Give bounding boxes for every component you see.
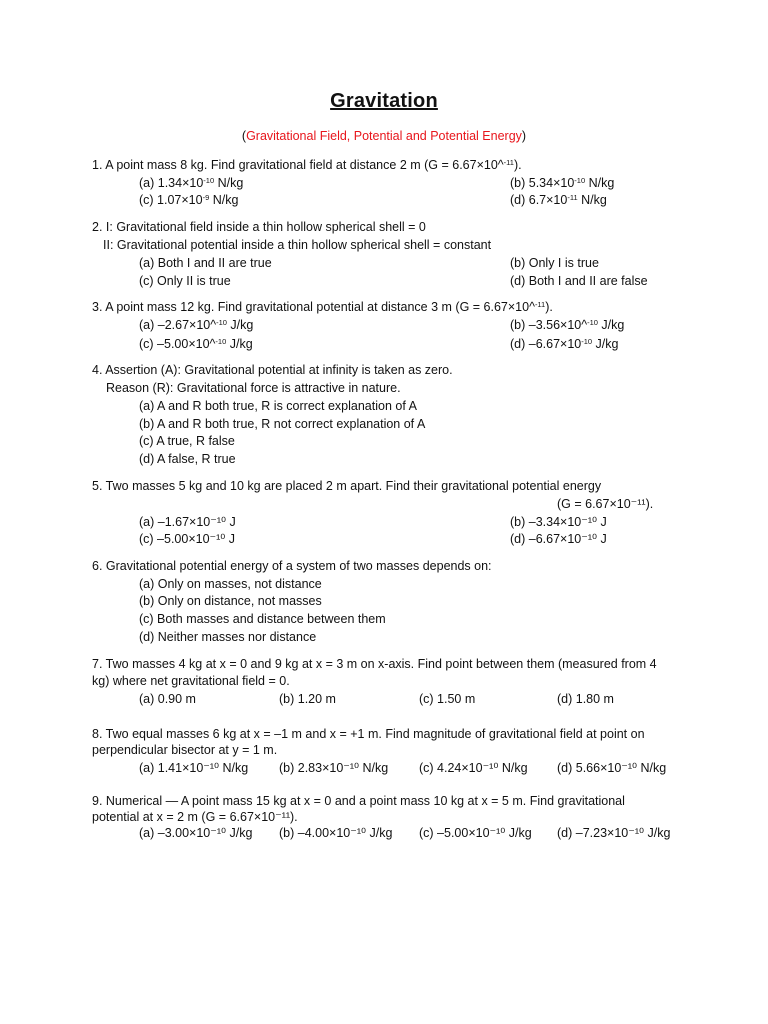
q3-question: 3. A point mass 12 kg. Find gravitational potential at distance 3 m (G = 6.67×10^$^{-11}$). — [92, 300, 553, 314]
q3-option-a: (a) –2.67×10^$^{-10}$ J/kg — [139, 318, 254, 332]
q6-option-a: (a) Only on masses, not distance — [139, 577, 322, 591]
q2-option-b: (b) Only I is true — [510, 256, 599, 270]
q9-option-d: (d) –7.23×10⁻¹⁰ J/kg — [557, 826, 671, 840]
q1-option-b: (b) $5.34\times 10^{-10}$ N/kg — [510, 176, 615, 190]
q2-statement-2: II: Gravitational potential inside a thin hollow spherical shell = constant — [103, 238, 492, 252]
q8-option-c: (c) 4.24×10⁻¹⁰ N/kg — [419, 761, 528, 775]
q9-option-b: (b) –4.00×10⁻¹⁰ J/kg — [279, 826, 393, 840]
q4-reason: Reason (R): Gravitational force is attractive in nature. — [106, 381, 401, 395]
q4-option-b: (b) A and R both true, R not correct explanation of A — [139, 417, 426, 431]
page-title: Gravitation — [330, 90, 438, 112]
q7-question-line-2: kg) where net gravitational field = 0. — [92, 674, 290, 688]
q5-option-d: (d) –6.67×10⁻¹⁰ J — [510, 532, 607, 546]
subtitle-text: Gravitational Field, Potential and Potential Energy — [246, 129, 522, 143]
q1-option-c: (c) $1.07\times 10^{-9}$ N/kg — [139, 193, 239, 207]
q3-option-c: (c) –5.00×10^$^{-10}$ J/kg — [139, 337, 253, 351]
q2-statement-1: 2. I: Gravitational field inside a thin hollow spherical shell = 0 — [92, 220, 426, 234]
q4-assertion: 4. Assertion (A): Gravitational potential at infinity is taken as zero. — [92, 363, 453, 377]
q7-option-b: (b) 1.20 m — [279, 692, 336, 706]
q4-option-a: (a) A and R both true, R is correct explanation of A — [139, 399, 417, 413]
q5-question: 5. Two masses 5 kg and 10 kg are placed 2 m apart. Find their gravitational potential energy — [92, 479, 602, 493]
q6-option-c: (c) Both masses and distance between them — [139, 612, 386, 626]
q9-option-c: (c) –5.00×10⁻¹⁰ J/kg — [419, 826, 532, 840]
q3-option-b: (b) –3.56×10^$^{-10}$ J/kg — [510, 318, 625, 332]
q8-question-line-1: 8. Two equal masses 6 kg at x = –1 m and x = +1 m. Find magnitude of gravitational field at point on — [92, 727, 645, 741]
q7-option-a: (a) 0.90 m — [139, 692, 196, 706]
q2-option-c: (c) Only II is true — [139, 274, 231, 288]
q4-option-d: (d) A false, R true — [139, 452, 236, 466]
q6-option-d: (d) Neither masses nor distance — [139, 630, 317, 644]
q8-question-line-2: perpendicular bisector at y = 1 m. — [92, 743, 278, 757]
q1-option-a: (a) $1.34\times 10^{-10}$ N/kg — [139, 176, 244, 190]
q5-option-a: (a) –1.67×10⁻¹⁰ J — [139, 515, 236, 529]
page-subtitle — [0, 129, 768, 143]
q8-option-a: (a) 1.41×10⁻¹⁰ N/kg — [139, 761, 249, 775]
q7-option-d: (d) 1.80 m — [557, 692, 614, 706]
q3-option-d: (d) $-6.67\times 10^{-10}$ J/kg — [510, 337, 619, 351]
q5-option-c: (c) –5.00×10⁻¹⁰ J — [139, 532, 236, 546]
q4-option-c: (c) A true, R false — [139, 434, 235, 448]
q6-option-b: (b) Only on distance, not masses — [139, 594, 322, 608]
q9-question-line-2: potential at x = 2 m (G = 6.67×10⁻¹¹). — [92, 810, 298, 824]
q7-option-c: (c) 1.50 m — [419, 692, 476, 706]
subtitle-open-paren: ( — [241, 129, 247, 143]
q2-option-d: (d) Both I and II are false — [510, 274, 648, 288]
q8-option-b: (b) 2.83×10⁻¹⁰ N/kg — [279, 761, 389, 775]
q9-option-a: (a) –3.00×10⁻¹⁰ J/kg — [139, 826, 253, 840]
q1-option-d: (d) $6.7\times 10^{-11}$ N/kg — [510, 193, 607, 207]
q9-question-line-1: 9. Numerical — A point mass 15 kg at x = 0 and a point mass 10 kg at x = 5 m. Find gravitational — [92, 794, 625, 808]
q7-question-line-1: 7. Two masses 4 kg at x = 0 and 9 kg at x = 3 m on x-axis. Find point between them (measured from 4 — [92, 657, 657, 671]
subtitle-close-paren: ) — [521, 129, 527, 143]
q1-question: 1. A point mass 8 kg. Find gravitational field at distance 2 m (G = 6.67×10^$^{-11}$). — [92, 158, 522, 172]
q2-option-a: (a) Both I and II are true — [139, 256, 272, 270]
q8-option-d: (d) 5.66×10⁻¹⁰ N/kg — [557, 761, 667, 775]
q5-option-b: (b) –3.34×10⁻¹⁰ J — [510, 515, 607, 529]
q5-constant: (G = 6.67×10⁻¹¹). — [557, 497, 654, 511]
q6-question: 6. Gravitational potential energy of a system of two masses depends on: — [92, 559, 492, 573]
